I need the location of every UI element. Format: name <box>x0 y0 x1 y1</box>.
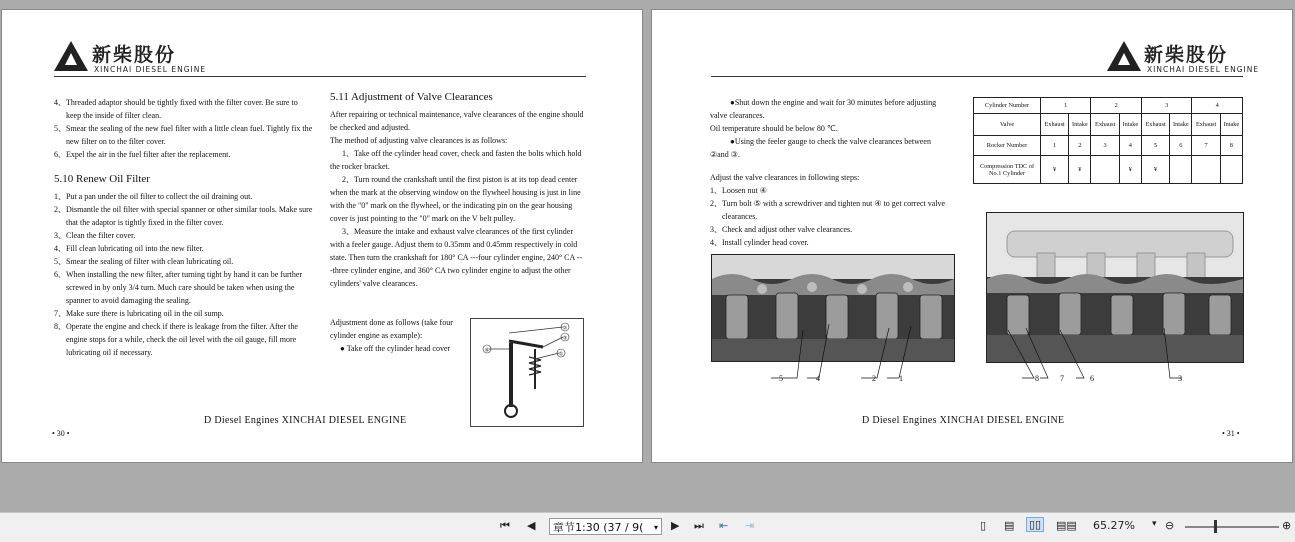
table-cell: Exhaust <box>1041 114 1069 136</box>
page-footer: D Diesel Engines XINCHAI DIESEL ENGINE <box>862 415 1065 426</box>
valve-paragraph: 3、Measure the intake and exhaust valve clearances of the first cylinder with a feeler gauge. Adjust them to 0.35mm and 0.45mm respectively in cold state. Then turn the crankshaft for 180° CA ---four cylinder engine, 240° CA ---three cylinder engine, and 360° CA two cylinder engine to adjust the other cylinders' valve clearances. <box>330 227 583 288</box>
table-cell: 1 <box>1041 136 1069 156</box>
brand-english-name: XINCHAI DIESEL ENGINE <box>94 65 207 74</box>
two-page-view-icon[interactable]: ▯▯ <box>1026 517 1044 532</box>
photo-1-callout: 1 <box>899 374 903 383</box>
page-number: • 31 • <box>1222 429 1240 438</box>
first-page-icon[interactable]: ⏮ <box>500 519 510 532</box>
right-column <box>330 90 584 290</box>
oil-filter-step: 8、Operate the engine and check if there is leakage from the filter. After the engine stops for a while, check the oil level with the oil gauge, fill more lubricating oil if necessary. <box>54 322 298 357</box>
left-page <box>1 9 643 463</box>
fuel-filter-step: 6、Expel the air in the fuel filter after the replacement. <box>54 150 231 159</box>
brand-logo <box>54 41 88 71</box>
zoom-out-icon[interactable]: ⊖ <box>1165 519 1175 532</box>
table-row <box>974 98 1243 114</box>
cylinder-table <box>973 97 1243 184</box>
instructions-column <box>710 96 946 249</box>
table-cell: 3 <box>1141 98 1191 114</box>
oil-filter-step: 4、Fill clean lubricating oil into the new filter. <box>54 244 204 253</box>
spacer <box>710 161 946 171</box>
header-rule <box>54 76 586 77</box>
chevron-down-icon: ▾ <box>653 523 658 532</box>
zoom-slider-handle[interactable] <box>1214 520 1217 533</box>
table-cell <box>1091 156 1119 184</box>
oil-filter-step: 1、Put a pan under the oil filter to collect the oil draining out. <box>54 192 253 201</box>
table-cell <box>1220 156 1242 184</box>
two-page-continuous-icon[interactable]: ▤▤ <box>1056 519 1077 532</box>
figure-label: ③ <box>562 335 568 342</box>
go-forward-icon[interactable]: ⇥ <box>745 519 755 532</box>
table-cell: ¥ <box>1041 156 1069 184</box>
single-page-view-icon[interactable]: ▯ <box>980 519 987 532</box>
table-row <box>974 136 1243 156</box>
figure-label: ② <box>562 325 568 332</box>
instruction-line: ●Shut down the engine and wait for 30 minutes before adjusting valve clearances. <box>710 98 937 120</box>
table-cell: ¥ <box>1119 156 1141 184</box>
instruction-line: 1、Loosen nut ④ <box>710 186 767 195</box>
example-block <box>330 316 458 355</box>
table-cell: Exhaust <box>1091 114 1119 136</box>
right-page <box>651 9 1293 463</box>
photo-2-callout-lines <box>986 310 1246 390</box>
page-number: • 30 • <box>52 429 70 438</box>
table-cell: 2 <box>1091 98 1141 114</box>
next-page-icon[interactable]: ▶ <box>671 519 680 532</box>
instruction-line: 4、Install cylinder head cover. <box>710 238 809 247</box>
instruction-line: ●Using the feeler gauge to check the valve clearances between ②and ③. <box>710 137 931 159</box>
brand-chinese-name: 新柴股份 <box>1144 44 1229 66</box>
table-header: Cylinder Number <box>974 98 1041 114</box>
table-cell: Intake <box>1119 114 1141 136</box>
table-row <box>974 156 1243 184</box>
page-footer: D Diesel Engines XINCHAI DIESEL ENGINE <box>204 415 407 426</box>
valve-paragraph: After repairing or technical maintenance, valve clearances of the engine should be checked and adjusted. <box>330 110 584 132</box>
table-cell: 2 <box>1069 136 1091 156</box>
table-cell: Intake <box>1170 114 1192 136</box>
last-page-icon[interactable]: ⏭ <box>694 519 704 532</box>
instruction-line: Oil temperature should be below 80 ℃. <box>710 124 838 133</box>
table-cell: 3 <box>1091 136 1119 156</box>
brand-english-name: XINCHAI DIESEL ENGINE <box>1147 65 1260 74</box>
table-header: Valve <box>974 114 1041 136</box>
zoom-slider[interactable] <box>1185 526 1279 528</box>
zoom-dropdown-icon[interactable]: ▾ <box>1152 519 1157 529</box>
table-cell: 4 <box>1119 136 1141 156</box>
left-column <box>54 96 314 359</box>
table-cell: 8 <box>1220 136 1242 156</box>
photo-1-callout: 5 <box>779 374 783 383</box>
valve-paragraph: 1、Take off the cylinder head cover, check and fasten the bolts which hold the rocker bracket. <box>330 149 582 171</box>
go-back-icon[interactable]: ⇤ <box>719 519 729 532</box>
oil-filter-step: 3、Clean the filter cover. <box>54 231 136 240</box>
continuous-view-icon[interactable]: ▤ <box>1004 519 1015 532</box>
bottom-toolbar <box>0 512 1295 542</box>
zoom-in-icon[interactable]: ⊕ <box>1282 519 1292 532</box>
table-cell <box>1192 156 1220 184</box>
instruction-line: Adjust the valve clearances in following steps: <box>710 173 860 182</box>
photo-2-callout: 7 <box>1060 374 1064 383</box>
photo-1-callout: 2 <box>872 374 876 383</box>
instruction-line: 3、Check and adjust other valve clearances. <box>710 225 853 234</box>
section-title-oil-filter: 5.10 Renew Oil Filter <box>54 173 150 185</box>
figure-label: ④ <box>484 347 490 354</box>
table-cell <box>1170 156 1192 184</box>
fuel-filter-step: 4、Threaded adaptor should be tightly fixed with the filter cover. Be sure to keep the inside of filter clean. <box>54 98 298 120</box>
table-cell: 5 <box>1141 136 1169 156</box>
photo-2-callout: 8 <box>1035 374 1039 383</box>
example-bullet: ● Take off the cylinder head cover <box>340 344 451 353</box>
photo-2-callout: 6 <box>1090 374 1094 383</box>
valve-paragraph: 2、Turn round the crankshaft until the first piston is at its top dead center when the mark at the observing window on the flywheel housing is just in line with the "0" mark on the flywheel, or the indicating pin on the gear housing cover is just pointing to the "0" mark on the V belt pulley. <box>330 175 581 223</box>
header-rule <box>711 76 1243 77</box>
photo-2-callout: 3 <box>1178 374 1182 383</box>
table-cell: ¥ <box>1069 156 1091 184</box>
valve-paragraph: The method of adjusting valve clearances is as follows: <box>330 136 508 145</box>
table-cell: Intake <box>1069 114 1091 136</box>
oil-filter-step: 2、Dismantle the oil filter with special spanner or other similar tools. Make sure that the adaptor is tightly fixed in the filter cover. <box>54 205 313 227</box>
instruction-line: 2、Turn bolt ⑤ with a screwdriver and tighten nut ④ to get correct valve clearances. <box>710 199 946 221</box>
table-cell: Intake <box>1220 114 1242 136</box>
zoom-value: 65.27% <box>1093 519 1135 532</box>
oil-filter-step: 6、When installing the new filter, after turning tight by hand it can be further screwed in by only 3/4 turn. Much care should be taken when using the spanner to avoid damaging the sealing. <box>54 270 303 305</box>
fuel-filter-step: 5、Smear the sealing of the new fuel filter with a little clean fuel. Tightly fix the new filter on to the filter cover. <box>54 124 313 146</box>
table-row <box>974 114 1243 136</box>
page-selector-value: 章节1:30 (37 / 9( <box>553 521 644 534</box>
brand-logo <box>1107 41 1141 71</box>
example-intro: Adjustment done as follows (take four cylinder engine as example): <box>330 318 453 340</box>
table-cell: 6 <box>1170 136 1192 156</box>
valve-rocker-figure <box>470 318 584 427</box>
table-cell: Exhaust <box>1141 114 1169 136</box>
previous-page-icon[interactable]: ◀ <box>527 519 536 532</box>
table-header: Compression TDC of No.1 Cylinder <box>974 156 1041 184</box>
table-cell: 4 <box>1192 98 1243 114</box>
table-cell: 1 <box>1041 98 1091 114</box>
table-cell: 7 <box>1192 136 1220 156</box>
figure-label: ① <box>558 351 564 358</box>
table-cell: ¥ <box>1141 156 1169 184</box>
table-cell: Exhaust <box>1192 114 1220 136</box>
brand-chinese-name: 新柴股份 <box>92 44 177 66</box>
photo-1-callout-lines <box>711 310 961 390</box>
photo-1-callout: 4 <box>816 374 820 383</box>
page-selector[interactable] <box>549 518 662 535</box>
oil-filter-step: 7、Make sure there is lubricating oil in the oil sump. <box>54 309 224 318</box>
section-title-valve-clearances: 5.11 Adjustment of Valve Clearances <box>330 91 493 103</box>
oil-filter-step: 5、Smear the sealing of filter with clean lubricating oil. <box>54 257 234 266</box>
table-header: Rocker Number <box>974 136 1041 156</box>
